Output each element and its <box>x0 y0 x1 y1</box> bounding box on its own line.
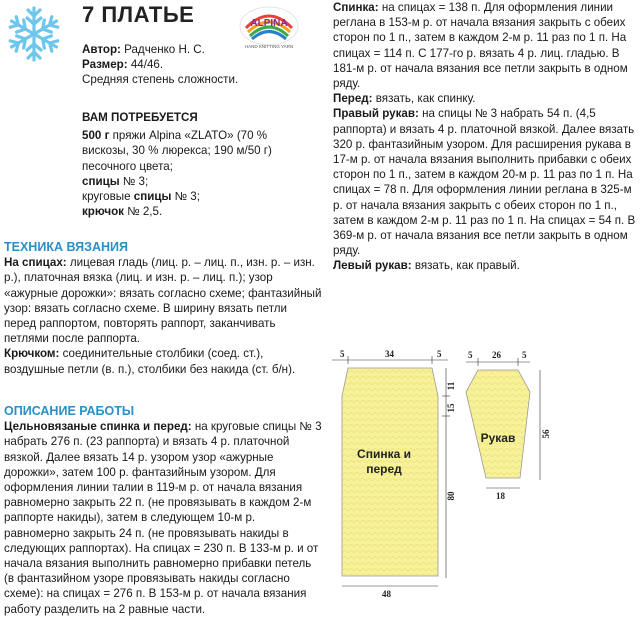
description-heading: ОПИСАНИЕ РАБОТЫ <box>4 404 135 418</box>
pattern-diagram <box>330 346 642 601</box>
dim-body-top-mid: 34 <box>385 349 394 359</box>
difficulty: Средняя степень сложности. <box>82 73 239 87</box>
hook-label: крючок <box>82 205 124 219</box>
technique-section <box>4 240 322 377</box>
author-label: Автор: <box>82 43 121 56</box>
front-label: Перед: <box>333 92 373 106</box>
yarn-amount: 500 г <box>82 129 110 143</box>
back-text: на спицах = 138 п. Для оформления линии реглана в 153-м р. от начала вязания закрыть с обеих сторон по 1 п., затем в каждом 2-м р. 11 раз по 1 п. На спицах = 114 п. С 177-го р. вязать 4 р. лиц. гладью. В 181-м р. от начала вязания все петли закрыть в одном ряду. <box>333 1 628 91</box>
materials-heading: ВАМ ПОТРЕБУЕТСЯ <box>82 111 198 124</box>
body-label: Цельновязаные спинка и перед: <box>4 420 192 434</box>
lsleeve-label: Левый рукав: <box>333 259 412 273</box>
dim-sleeve-height: 56 <box>541 429 551 439</box>
lsleeve-text: вязать, как правый. <box>414 259 520 273</box>
dim-sleeve-top-left: 5 <box>468 350 473 360</box>
technique-hook-text: соединительные столбики (соед. ст.), воздушные петли (в. п.), столбики без накида (ст. б/н). <box>4 347 296 376</box>
technique-heading: ТЕХНИКА ВЯЗАНИЯ <box>4 240 129 254</box>
dim-body-side-top: 11 <box>446 381 456 391</box>
back-label: Спинка: <box>333 1 379 14</box>
rsleeve-label: Правый рукав: <box>333 107 419 121</box>
logo-text: ALPINA <box>250 18 288 29</box>
right-column <box>333 0 637 274</box>
logo-subtext: HAND KNITTING YARN <box>244 44 294 49</box>
dim-body-bottom: 48 <box>382 589 391 599</box>
materials-block <box>82 110 317 219</box>
rsleeve-text: на спицы № 3 набрать 54 п. (4,5 раппорта) и вязать 4 р. платочной вязкой. Далее вязать 320 р. фантазийным узором. Для расширения рукава в 17-м р. от начала вязания выполнить прибавки с обеих сторон по 1 п., затем в каждом 20-м р. 11 раз по 1 п. На спицах = 78 п. Для оформления линии реглана в 325-м р. от начала вязания закрыть с обеих сторон по 1 п., затем в каждом 2-м р. 11 раз по 1 п. На спицах = 54 п. В 369-м р. от начала вязания все петли закрыть в одном ряду. <box>333 107 636 258</box>
body-piece-label-1: Спинка и <box>357 447 411 461</box>
yarn-desc: пряжи Alpina «ZLATO» (70 % вискозы, 30 % люрекса; 190 м/50 г) песочного цвета; <box>82 129 272 173</box>
technique-needles-text: лицевая гладь (лиц. р. – лиц. п., изн. р. – изн. р.), платочная вязка (лиц. и изн. р. – лиц. п.); узор «ажурные дорожки»: вязать согласно схеме; фантазийный узор: вязать согласно схеме. В ширину вязать петли перед раппортом, повторять раппорт, заканчивать петлями после раппорта. <box>4 256 322 346</box>
body-text: на круговые спицы № 3 набрать 276 п. (23 раппорта) и вязать 4 р. платочной вязкой. Далее вязать 14 р. узором узор «ажурные дорожки», затем 100 р. фантазийным узором. Для оформления линии талии в 119-м р. от начала вязания равномерно закрыть 22 п. (не провязывать в каждом 2-м раппорте накиды), затем в следующем 10-м р. равномерно закрыть 24 п. (не провязывать накиды в следующих раппортах). На спицах = 230 п. В 133-м р. и от начала вязания выполнить равномерно прибавки петель (в фантазийном узоре провязывать накиды согласно схеме): на спицах = 276 п. В 153-м р. от начала вязания работу разделить на 2 равные части. <box>4 420 322 616</box>
needles-desc: № 3; <box>122 174 149 188</box>
dim-body-top-right: 5 <box>437 349 442 359</box>
body-piece-label-2: перед <box>366 462 402 476</box>
sleeve-piece-shape <box>466 370 530 478</box>
description-section <box>4 404 322 616</box>
circ-pre: круговые <box>82 190 131 204</box>
circ-label: спицы <box>133 190 172 204</box>
meta-block <box>82 42 312 88</box>
technique-hook-label: Крючком: <box>4 347 60 361</box>
dim-sleeve-bottom: 18 <box>496 491 505 501</box>
page-title: 7 ПЛАТЬЕ <box>82 2 195 27</box>
size-label: Размер: <box>82 58 128 72</box>
dim-body-top-left: 5 <box>340 349 345 359</box>
circ-desc: № 3; <box>174 190 200 204</box>
sleeve-piece-label: Рукав <box>480 431 516 445</box>
dim-sleeve-top-mid: 26 <box>492 350 501 360</box>
needles-label: спицы <box>82 174 120 188</box>
dim-sleeve-top-right: 5 <box>522 350 527 360</box>
hook-desc: № 2,5. <box>127 205 163 219</box>
size-value: 44/46. <box>130 58 164 72</box>
dim-body-height: 80 <box>446 491 456 501</box>
technique-needles-label: На спицах: <box>4 256 67 270</box>
front-text: вязать, как спинку. <box>375 92 476 106</box>
author-value: Радченко Н. С. <box>124 43 205 56</box>
snowflake-icon <box>4 4 64 64</box>
dim-body-side-waist: 15 <box>446 403 456 413</box>
